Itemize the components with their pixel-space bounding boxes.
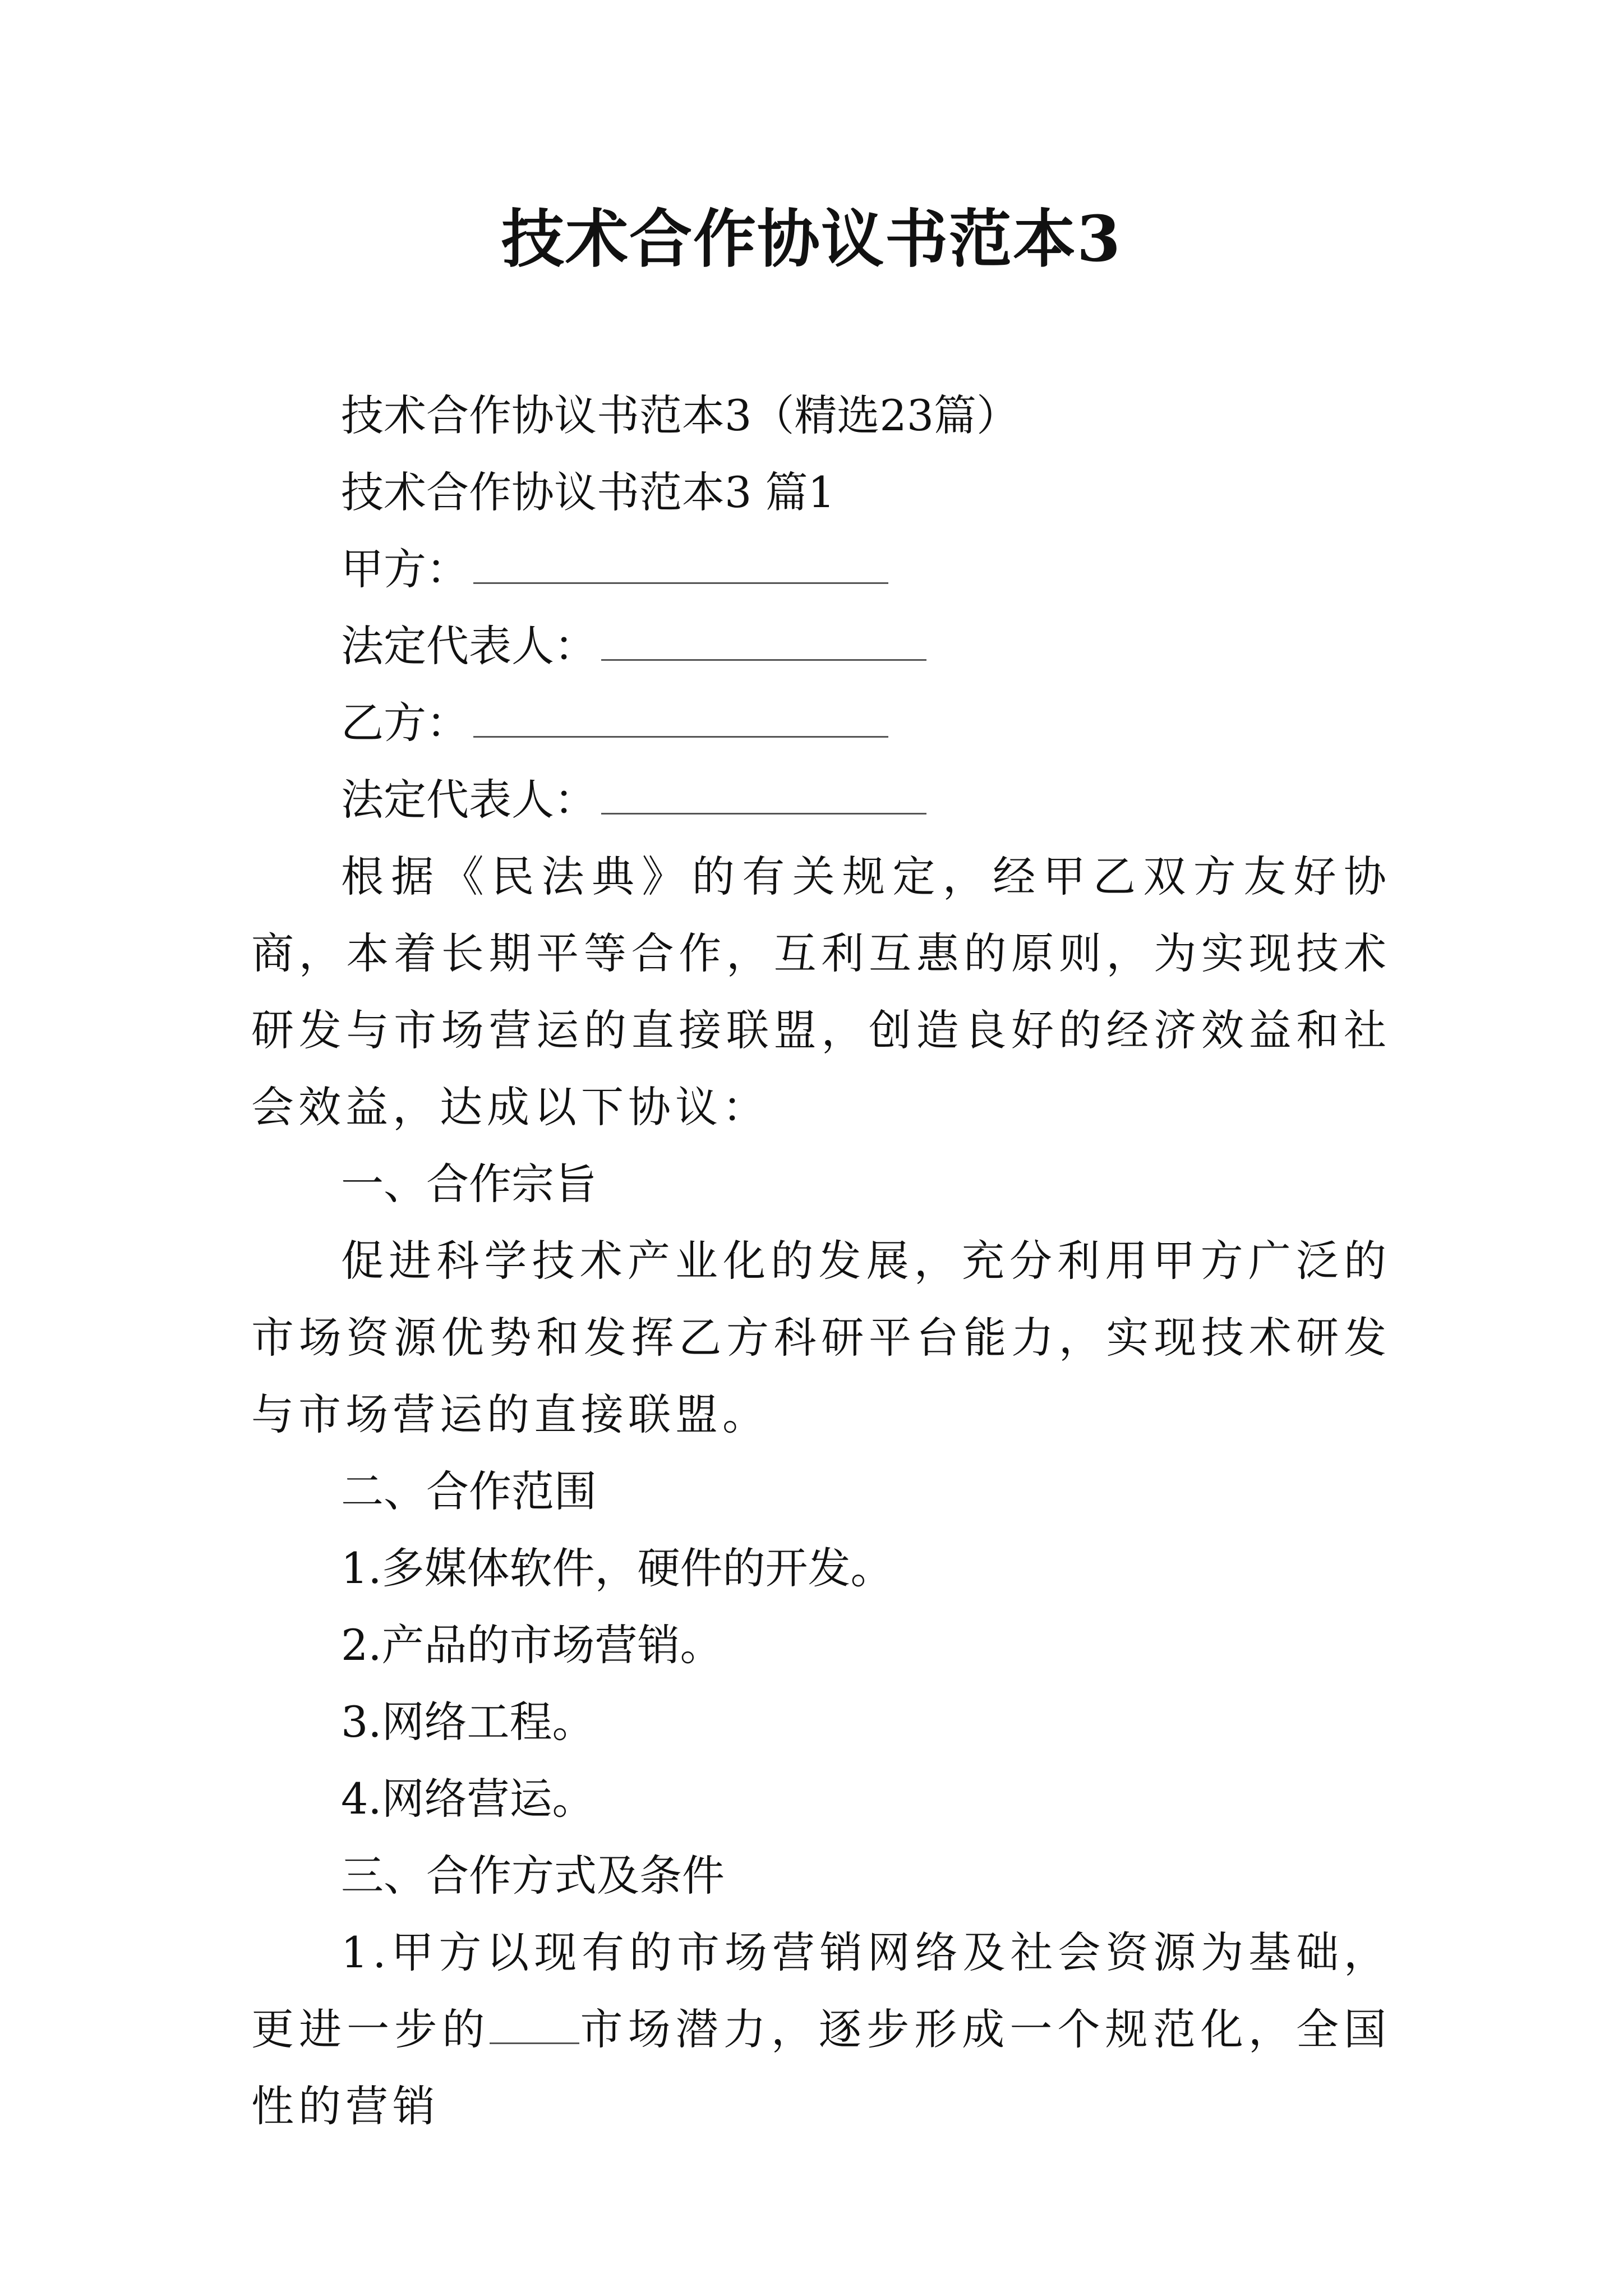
- party-b-rep-label: 法定代表人：: [341, 775, 597, 825]
- subtitle-line: 技术合作协议书范本3（精选23篇）: [341, 390, 1020, 440]
- section3-item-1-after: 市场潜力，逐步形成一个规范化，全国性的营销: [251, 2004, 1391, 2131]
- section3-item-1: [251, 1914, 1391, 2145]
- intro-paragraph: 根据《民法典》的有关规定，经甲乙双方友好协商，本着长期平等合作，互利互惠的原则，为实现技术研发与市场营运的直接联盟，创造良好的经济效益和社会效益，达成以下协议：: [251, 852, 1391, 1132]
- party-a-field: [251, 531, 1391, 608]
- party-a-blank: [473, 534, 888, 584]
- section2-item-2: 2.产品的市场营销。: [341, 1620, 723, 1670]
- section2-item-3: 3.网络工程。: [341, 1697, 595, 1747]
- party-a-rep-label: 法定代表人：: [341, 621, 597, 671]
- document-body: [251, 377, 1391, 2145]
- section3-item-1-before: 1.甲方以现有的市场营销网络及社会资源为基础，更进一步的: [251, 1927, 1391, 2054]
- section2-heading: 二、合作范围: [341, 1466, 597, 1516]
- section-label-line: 技术合作协议书范本3 篇1: [341, 467, 835, 517]
- section3-item-1-blank: [490, 2003, 579, 2044]
- party-a-rep-field: [251, 608, 1391, 684]
- section1-body: 促进科学技术产业化的发展，充分利用甲方广泛的市场资源优势和发挥乙方科研平台能力，实现技术研发与市场营运的直接联盟。: [251, 1236, 1391, 1439]
- party-b-rep-field: [251, 761, 1391, 838]
- section3-heading: 三、合作方式及条件: [341, 1851, 725, 1901]
- party-b-blank: [473, 688, 888, 738]
- party-b-label: 乙方：: [341, 698, 469, 748]
- section1-heading: 一、合作宗旨: [341, 1159, 597, 1209]
- party-a-rep-blank: [601, 611, 926, 661]
- section2-item-4: 4.网络营运。: [341, 1774, 595, 1824]
- party-a-label: 甲方：: [341, 544, 469, 594]
- section2-item-1: 1.多媒体软件，硬件的开发。: [341, 1543, 893, 1593]
- document-title: 技术合作协议书范本3: [501, 203, 1122, 276]
- party-b-rep-blank: [601, 765, 926, 815]
- party-b-field: [251, 684, 1391, 761]
